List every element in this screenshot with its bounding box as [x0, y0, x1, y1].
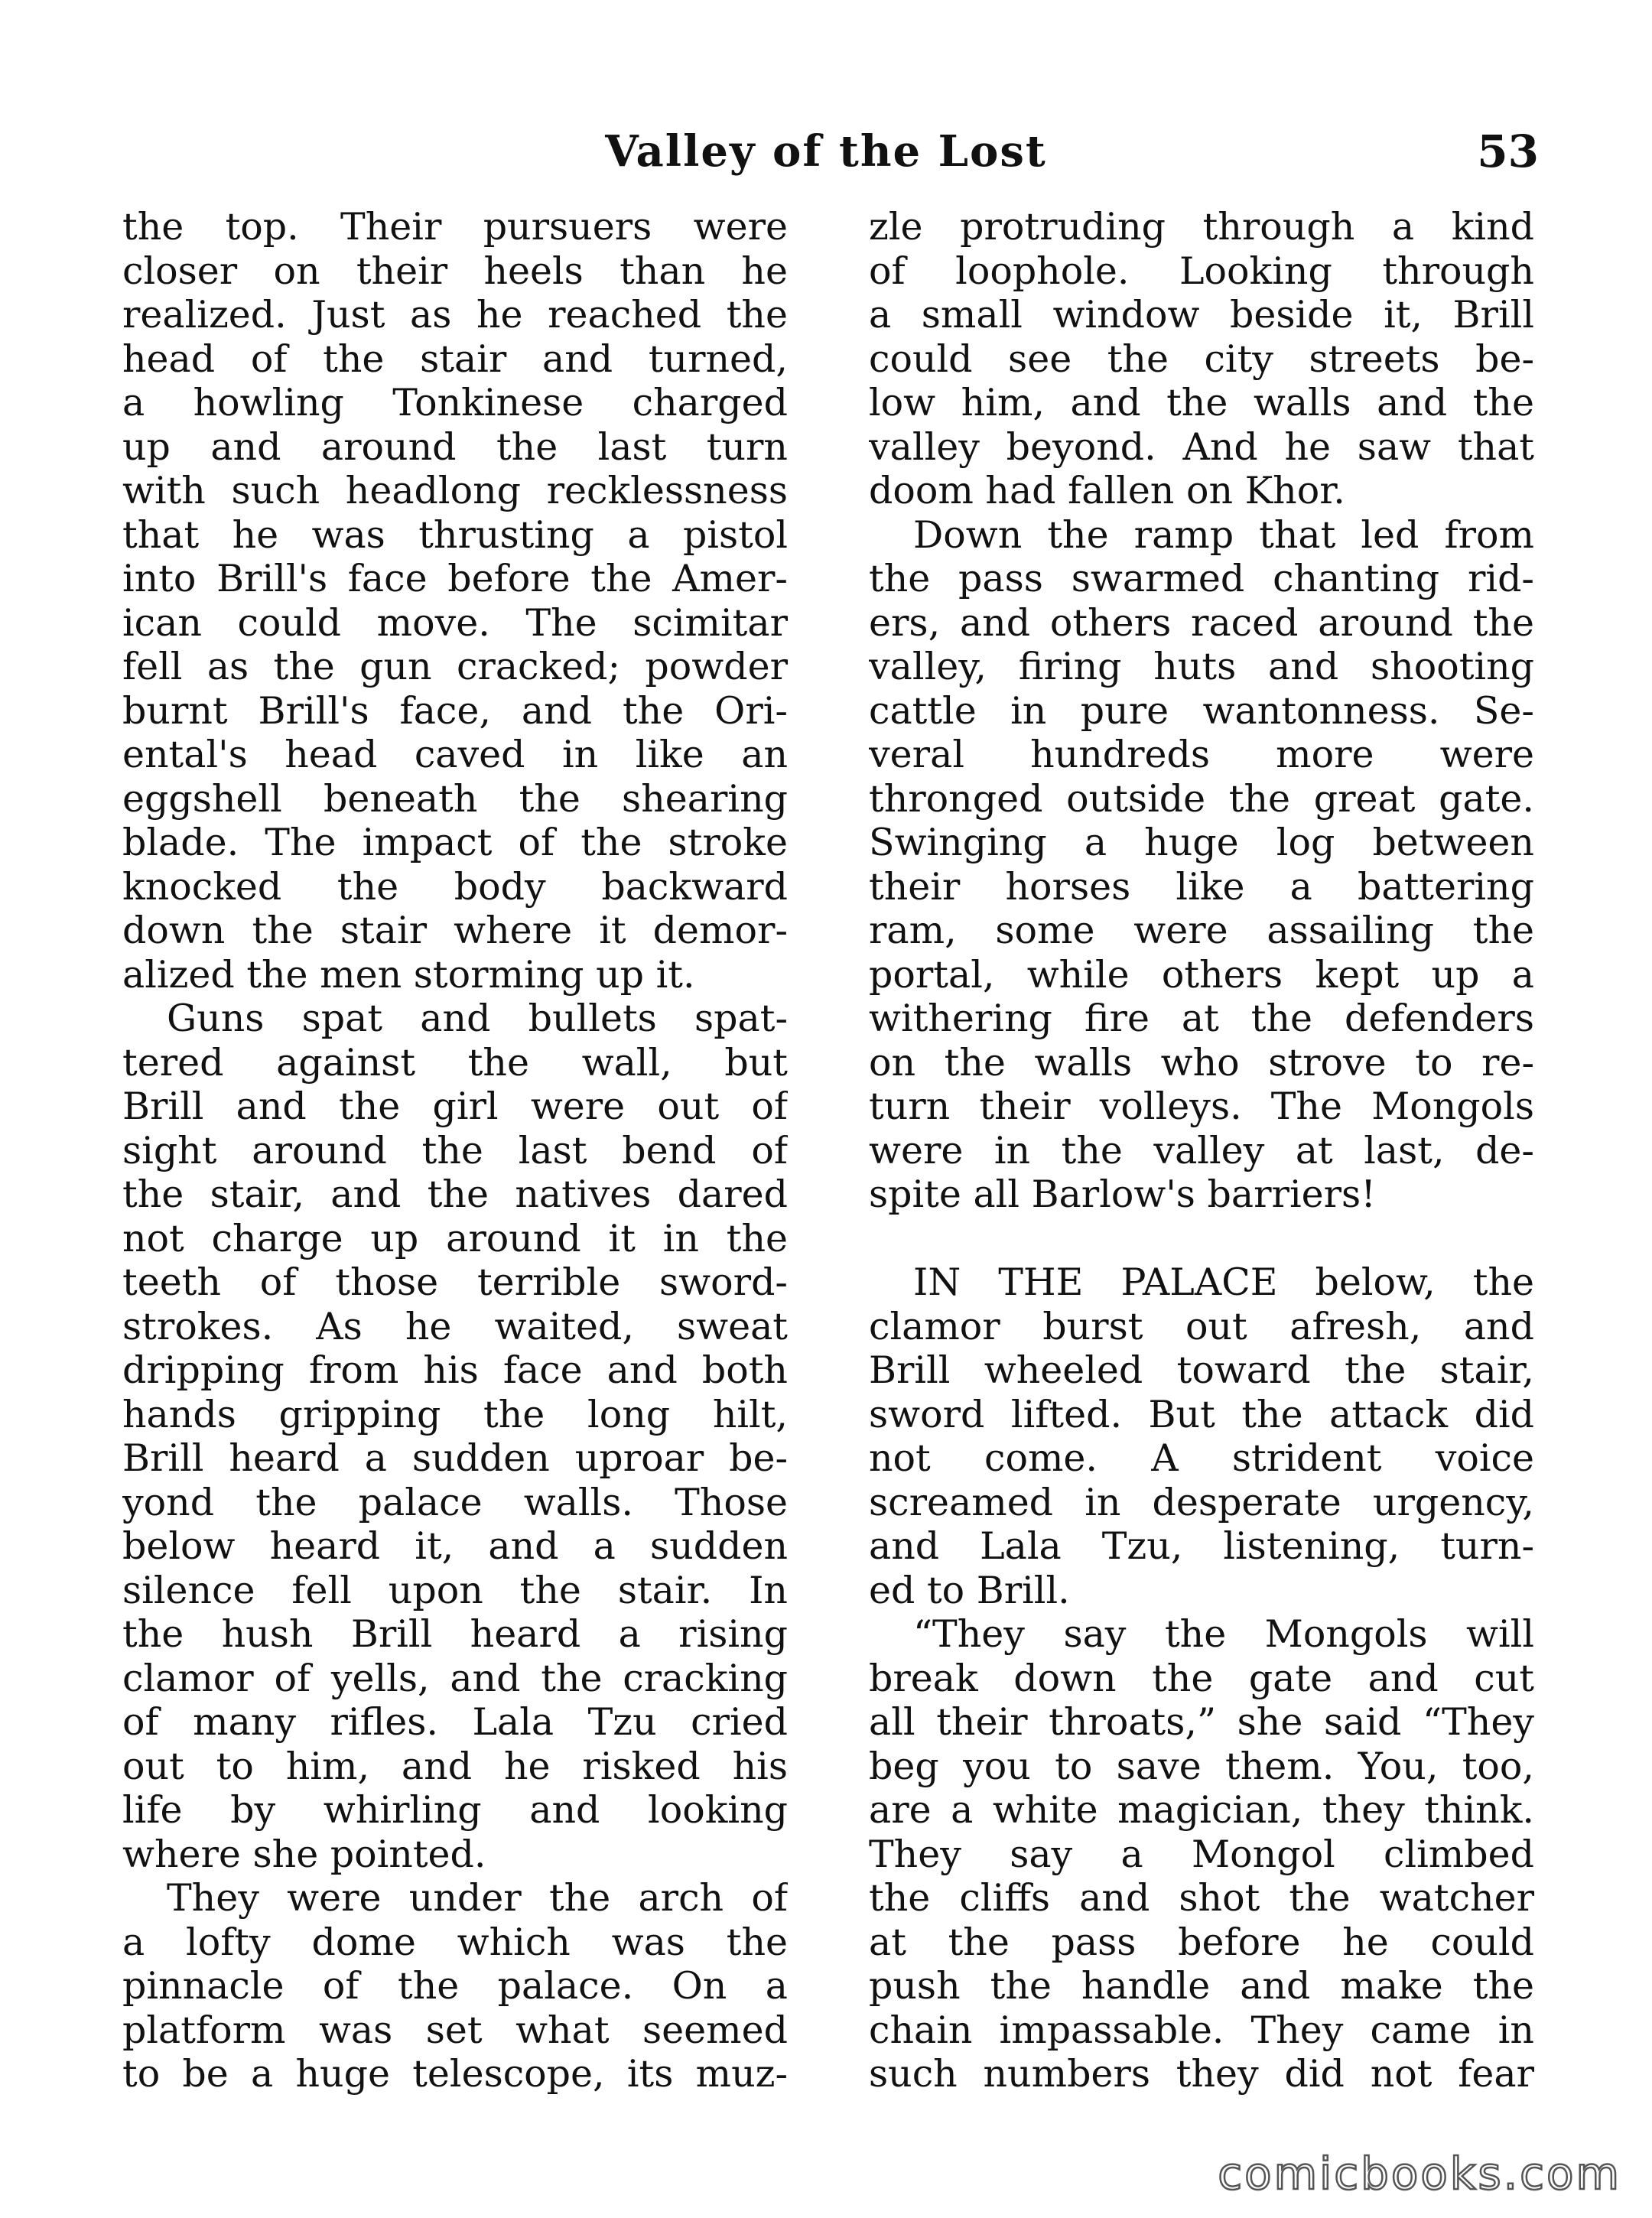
text-line: clamor burst out afresh, and	[869, 1304, 1534, 1348]
text-line: screamed in desperate urgency,	[869, 1480, 1534, 1524]
text-line: silence fell upon the stair. In	[122, 1568, 788, 1612]
text-line: life by whirling and looking	[122, 1788, 788, 1832]
text-line: ican could move. The scimitar	[122, 600, 788, 645]
text-line: doom had fallen on Khor.	[869, 469, 1345, 512]
text-line: the pass swarmed chanting rid-	[869, 557, 1534, 600]
text-line: all their throats,” she said “They	[869, 1700, 1534, 1744]
text-line: and Lala Tzu, listening, turn-	[869, 1524, 1534, 1568]
text-line: dripping from his face and both	[122, 1348, 788, 1392]
text-line: ers, and others raced around the	[869, 600, 1534, 645]
text-line: chain impassable. They came in	[869, 2008, 1534, 2052]
text-line: ed to Brill.	[869, 1568, 1070, 1612]
text-line: of many rifles. Lala Tzu cried	[122, 1700, 788, 1744]
text-line: blade. The impact of the stroke	[122, 821, 788, 864]
text-line: up and around the last turn	[122, 424, 788, 469]
text-line: not charge up around it in the	[122, 1216, 788, 1260]
text-line: portal, while others kept up a	[869, 952, 1534, 997]
text-line: valley beyond. And he saw that	[869, 424, 1534, 469]
page-number: 53	[1477, 125, 1539, 177]
text-line: that he was thrusting a pistol	[122, 512, 788, 557]
text-line: are a white magician, they think.	[869, 1788, 1534, 1832]
text-line: fell as the gun cracked; powder	[122, 645, 788, 688]
text-line: beg you to save them. You, too,	[869, 1744, 1534, 1788]
text-line: a howling Tonkinese charged	[122, 381, 788, 424]
text-line: below heard it, and a sudden	[122, 1524, 788, 1568]
text-line: strokes. As he waited, sweat	[122, 1304, 788, 1348]
text-line: the cliffs and shot the watcher	[869, 1876, 1534, 1920]
text-line: the hush Brill heard a rising	[122, 1612, 788, 1656]
text-line: thronged outside the great gate.	[869, 776, 1534, 821]
text-line: knocked the body backward	[122, 864, 788, 909]
text-line: with such headlong recklessness	[122, 469, 788, 512]
text-line: at the pass before he could	[869, 1920, 1534, 1964]
text-line: to be a huge telescope, its muz-	[122, 2052, 788, 2096]
text-line: Guns spat and bullets spat-	[167, 997, 788, 1040]
text-line: Swinging a huge log between	[869, 821, 1534, 864]
text-line: head of the stair and turned,	[122, 337, 788, 381]
text-line: low him, and the walls and the	[869, 381, 1534, 424]
text-line: on the walls who strove to re-	[869, 1040, 1534, 1085]
text-line: zle protruding through a kind	[869, 205, 1534, 249]
text-line: could see the city streets be-	[869, 337, 1534, 381]
text-line: eggshell beneath the shearing	[122, 776, 788, 821]
text-line: closer on their heels than he	[122, 249, 788, 293]
text-line: realized. Just as he reached the	[122, 293, 788, 337]
text-line: spite all Barlow's barriers!	[869, 1172, 1376, 1216]
text-line: tered against the wall, but	[122, 1040, 788, 1085]
text-line: sight around the last bend of	[122, 1128, 788, 1172]
text-line: sword lifted. But the attack did	[869, 1392, 1534, 1436]
text-line: ental's head caved in like an	[122, 733, 788, 776]
watermark-text: comicbooks.com	[1218, 2148, 1621, 2200]
text-line: of loophole. Looking through	[869, 249, 1534, 293]
text-line: the top. Their pursuers were	[122, 205, 788, 249]
text-line: “They say the Mongols will	[913, 1612, 1534, 1656]
text-line: turn their volleys. The Mongols	[869, 1085, 1534, 1128]
text-line: platform was set what seemed	[122, 2008, 788, 2052]
text-line: ram, some were assailing the	[869, 909, 1534, 952]
text-line: Down the ramp that led from	[913, 512, 1534, 557]
text-line: break down the gate and cut	[869, 1656, 1534, 1700]
text-line: veral hundreds more were	[869, 733, 1534, 776]
text-line: Brill heard a sudden uproar be-	[122, 1436, 788, 1480]
text-line: a small window beside it, Brill	[869, 293, 1534, 337]
text-line: where she pointed.	[122, 1832, 486, 1876]
text-line: valley, firing huts and shooting	[869, 645, 1534, 688]
text-line: clamor of yells, and the cracking	[122, 1656, 788, 1700]
text-line: cattle in pure wantonness. Se-	[869, 688, 1534, 733]
text-line: into Brill's face before the Amer-	[122, 557, 788, 600]
text-line: They say a Mongol climbed	[869, 1832, 1534, 1876]
text-line: not come. A strident voice	[869, 1436, 1534, 1480]
text-line: Brill and the girl were out of	[122, 1085, 788, 1128]
text-line: teeth of those terrible sword-	[122, 1260, 788, 1304]
text-line: such numbers they did not fear	[869, 2052, 1534, 2096]
text-line: Brill wheeled toward the stair,	[869, 1348, 1534, 1392]
text-line: alized the men storming up it.	[122, 952, 695, 997]
text-line: yond the palace walls. Those	[122, 1480, 788, 1524]
text-column-right	[869, 205, 1534, 2096]
text-line: the stair, and the natives dared	[122, 1172, 788, 1216]
text-line: were in the valley at last, de-	[869, 1128, 1534, 1172]
text-line: They were under the arch of	[167, 1876, 788, 1920]
text-line: down the stair where it demor-	[122, 909, 788, 952]
text-line: withering fire at the defenders	[869, 997, 1534, 1040]
text-line: a lofty dome which was the	[122, 1920, 788, 1964]
running-head-title: Valley of the Lost	[605, 126, 1047, 177]
text-line: IN THE PALACE below, the	[913, 1260, 1534, 1304]
text-line: burnt Brill's face, and the Ori-	[122, 688, 788, 733]
text-line: their horses like a battering	[869, 864, 1534, 909]
text-line: pinnacle of the palace. On a	[122, 1964, 788, 2008]
paragraph-gap	[869, 1217, 1534, 1261]
text-line: out to him, and he risked his	[122, 1744, 788, 1788]
text-column-left	[122, 205, 788, 2096]
text-line: push the handle and make the	[869, 1964, 1534, 2008]
text-line: hands gripping the long hilt,	[122, 1392, 788, 1436]
